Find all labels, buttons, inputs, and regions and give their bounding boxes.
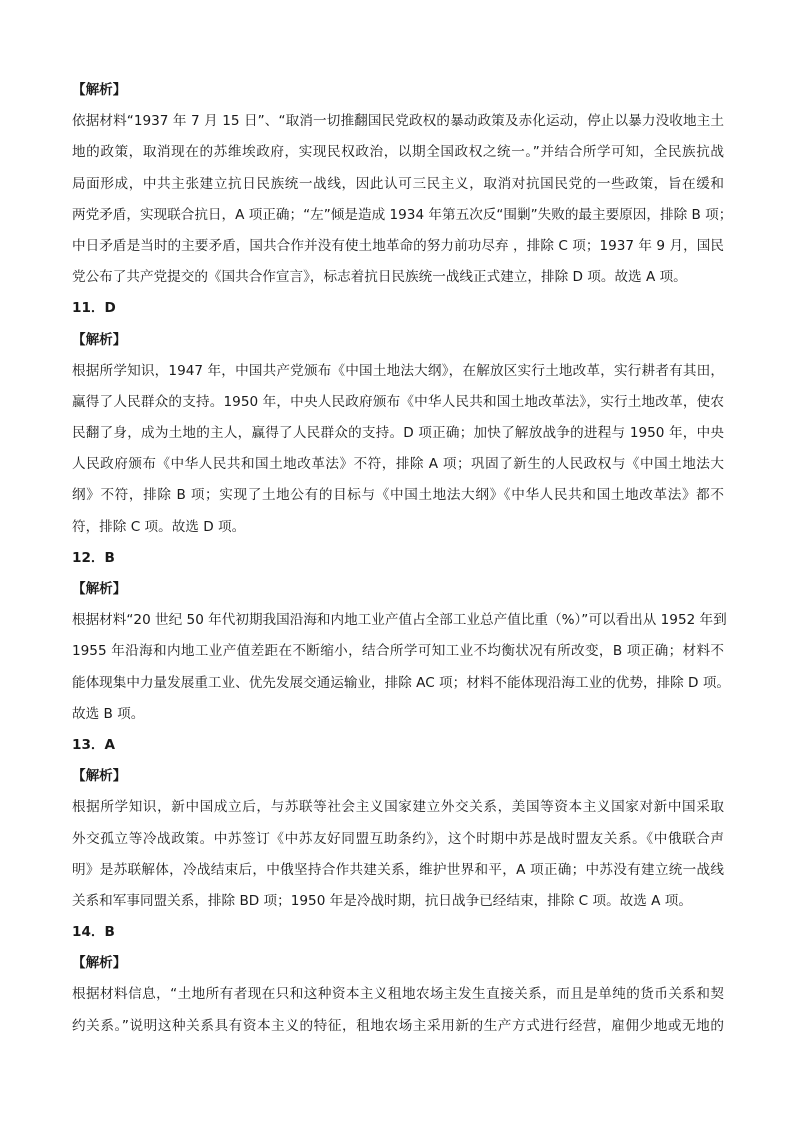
paragraph-line: 党公布了共产党提交的《国共合作宣言》，标志着抗日民族统一战线正式建立，排除 D 项。故选 A 项。 [72,269,687,286]
analysis-paragraph [72,356,724,543]
paragraph-line: 故选 B 项。 [72,705,145,722]
analysis-paragraph [72,979,724,1041]
paragraph-line: 关系和军事同盟关系，排除 BD 项；1950 年是冷战时期，抗日战争已经结束，排除 C 项。故选 A 项。 [72,892,692,909]
paragraph-line: 人民政府颁布《中华人民共和国土地改革法》不符，排除 A 项；巩固了新生的人民政权与《中国土地法大 [72,456,724,473]
paragraph-line: 两党矛盾，实现联合抗日，A 项正确；“左”倾是造成 1934 年第五次反“围剿”失败的最主要原因，排除 B 项； [72,206,733,223]
paragraph-line: 纲》不符，排除 B 项；实现了土地公有的目标与《中国土地法大纲》《中华人民共和国土地改革法》都不 [72,487,724,504]
section-heading: 【解析】 [72,581,127,597]
answer-label: 11．D [72,300,116,317]
section-heading: 【解析】 [72,768,127,785]
paragraph-line: 明》是苏联解体，冷战结束后，中俄坚持合作共建关系，维护世界和平，A 项正确；中苏没有建立统一战线 [72,861,724,878]
paragraph-line: 约关系。”说明这种关系具有资本主义的特征，租地农场主采用新的生产方式进行经营，雇佣少地或无地的 [72,1017,724,1034]
analysis-paragraph [72,605,731,730]
paragraph-line: 根据所学知识，新中国成立后，与苏联等社会主义国家建立外交关系，美国等资本主义国家对新中国采取 [72,799,724,816]
paragraph-line: 局面形成，中共主张建立抗日民族统一战线，因此认可三民主义，取消对抗国民党的一些政策，旨在缓和 [72,175,724,192]
answer-label: 14．B [72,924,115,941]
section-heading: 【解析】 [72,955,127,972]
document-body [72,75,733,1042]
paragraph-line: 民翻了身，成为土地的主人，赢得了人民群众的支持。D 项正确；加快了解放战争的进程与 1950 年，中央 [72,425,724,442]
paragraph-line: 能体现集中力量发展重工业、优先发展交通运输业，排除 AC 项；材料不能体现沿海工业的优势，排除 D 项。 [72,674,731,691]
paragraph-line: 赢得了人民群众的支持。1950 年，中央人民政府颁布《中华人民共和国土地改革法》，实行土地改革，使农 [72,393,724,410]
analysis-paragraph [72,792,724,917]
analysis-paragraph [72,106,733,293]
paragraph-line: 根据所学知识，1947 年，中国共产党颁布《中国土地法大纲》，在解放区实行土地改革，实行耕者有其田， [72,362,724,379]
paragraph-line: 依据材料“1937 年 7 月 15 日”、“取消一切推翻国民党政权的暴动政策及赤化运动，停止以暴力没收地主土 [72,113,724,130]
paragraph-line: 地的政策，取消现在的苏维埃政府，实现民权政治，以期全国政权之统一。”并结合所学可知，全民族抗战 [72,144,724,161]
answer-label: 12．B [72,549,115,566]
paragraph-line: 根据材料信息，“土地所有者现在只和这种资本主义租地农场主发生直接关系，而且是单纯的货币关系和契 [72,986,724,1003]
paragraph-line: 外交孤立等冷战政策。中苏签订《中苏友好同盟互助条约》，这个时期中苏是战时盟友关系。《中俄联合声 [72,830,724,847]
paragraph-line: 1955 年沿海和内地工业产值差距在不断缩小，结合所学可知工业不均衡状况有所改变，B 项正确；材料不 [72,643,724,660]
paragraph-line: 符，排除 C 项。故选 D 项。 [72,518,246,535]
paragraph-line: 中日矛盾是当时的主要矛盾，国共合作并没有使土地革命的努力前功尽弃 ，排除 C 项；1937 年 9 月，国民 [72,237,724,254]
paragraph-line: 根据材料“20 世纪 50 年代初期我国沿海和内地工业产值占全部工业总产值比重（%）”可以看出从 1952 年到 [72,612,727,629]
section-heading: 【解析】 [72,82,127,98]
section-heading: 【解析】 [72,331,127,348]
answer-label: 13．A [72,736,116,753]
